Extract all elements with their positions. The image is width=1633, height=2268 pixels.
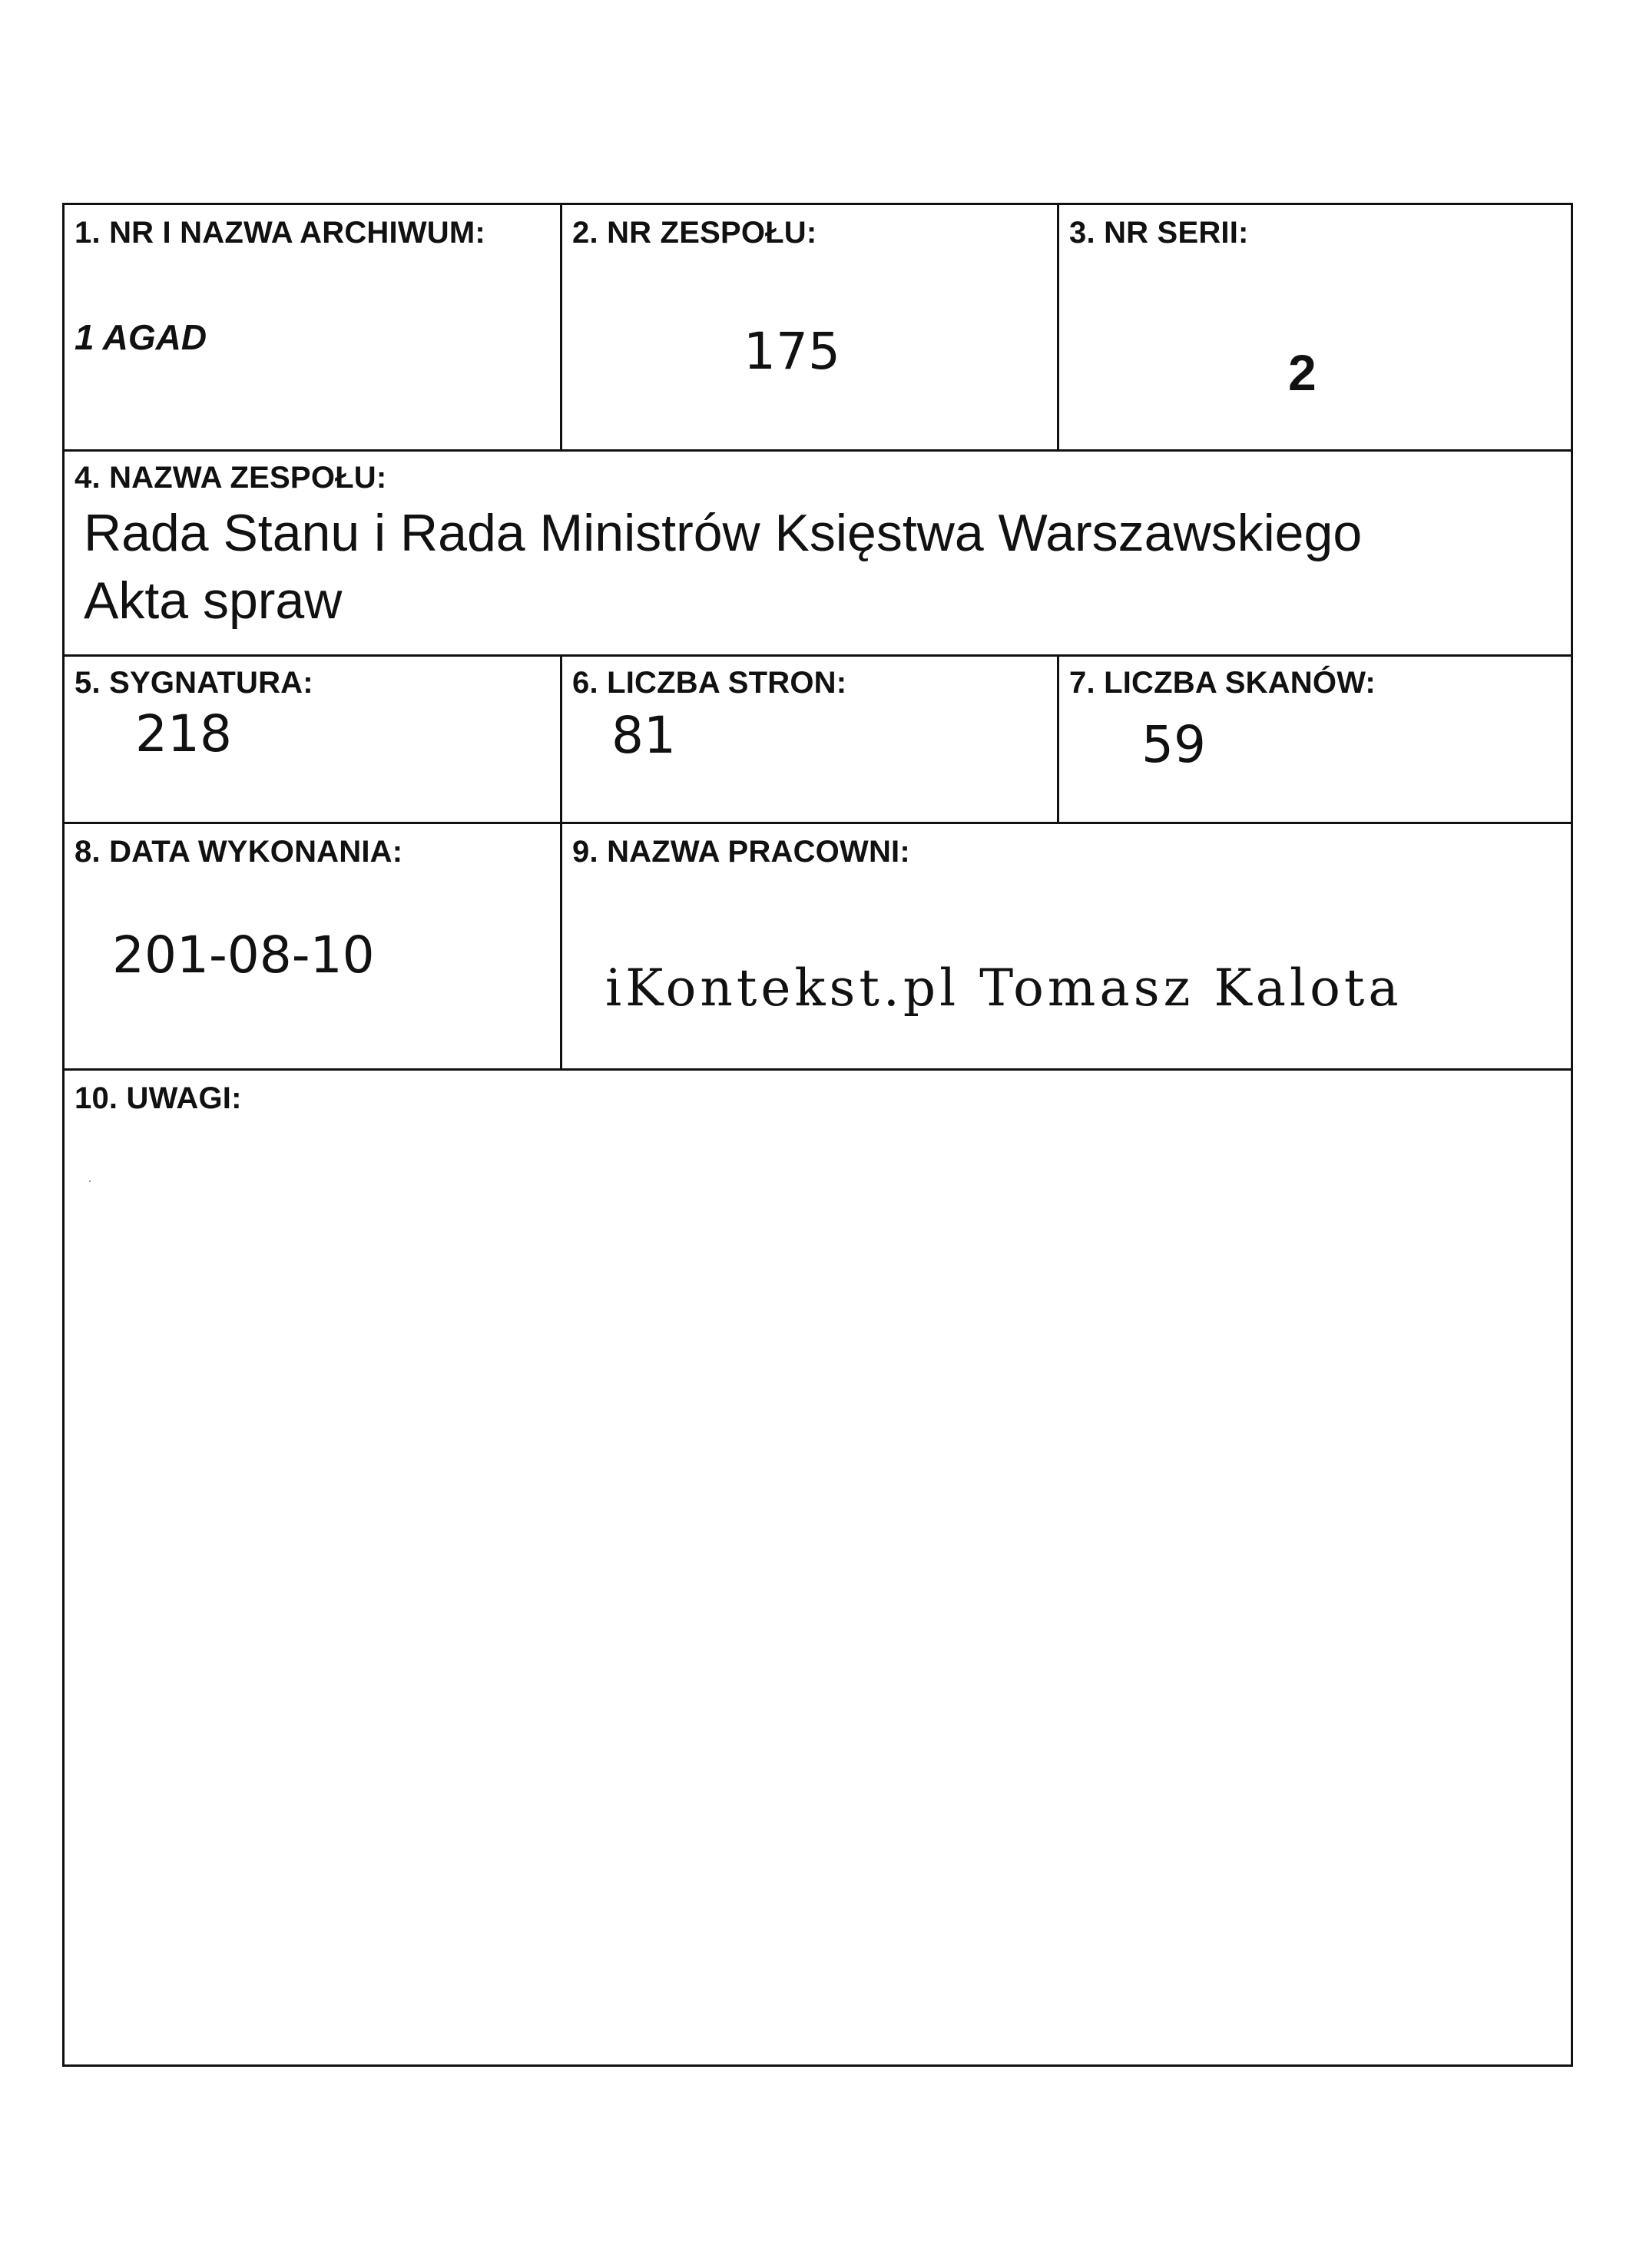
date-value: 201-08-10 [112, 925, 375, 985]
fonds-number-value: 175 [744, 322, 840, 381]
archive-label: 1. NR I NAZWA ARCHIWUM: [75, 216, 485, 250]
page-count-cell [562, 657, 1057, 822]
fonds-name-line2: Akta spraw [84, 571, 343, 630]
fonds-name-cell [65, 452, 1571, 654]
archive-value: 1 AGAD [75, 317, 207, 357]
workshop-value: iKontekst.pl Tomasz Kalota [605, 959, 1403, 1018]
scan-count-cell [1059, 657, 1571, 822]
signature-label: 5. SYGNATURA: [75, 666, 313, 700]
workshop-label: 9. NAZWA PRACOWNI: [572, 835, 910, 869]
page-count-value: 81 [611, 706, 676, 765]
signature-cell [65, 657, 560, 822]
notes-label: 10. UWAGI: [75, 1081, 242, 1115]
date-label: 8. DATA WYKONANIA: [75, 835, 403, 869]
scan-count-value: 59 [1141, 715, 1206, 774]
record-card-frame [62, 203, 1573, 2067]
page-count-label: 6. LICZBA STRON: [572, 666, 847, 700]
workshop-cell [562, 824, 1571, 1068]
fonds-name-line1: Rada Stanu i Rada Ministrów Księstwa Warszawskiego [84, 504, 1363, 562]
series-number-value: 2 [1288, 344, 1317, 401]
scan-count-label: 7. LICZBA SKANÓW: [1069, 666, 1376, 700]
archive-cell [65, 205, 560, 449]
fonds-number-label: 2. NR ZESPOŁU: [572, 216, 817, 250]
series-number-cell [1059, 205, 1571, 449]
series-number-label: 3. NR SERII: [1069, 216, 1249, 250]
stray-mark [89, 1180, 91, 1182]
fonds-number-cell [562, 205, 1057, 449]
fonds-name-label: 4. NAZWA ZESPOŁU: [75, 461, 387, 495]
date-cell [65, 824, 560, 1068]
notes-cell [65, 1071, 1571, 2064]
signature-value: 218 [135, 704, 232, 763]
